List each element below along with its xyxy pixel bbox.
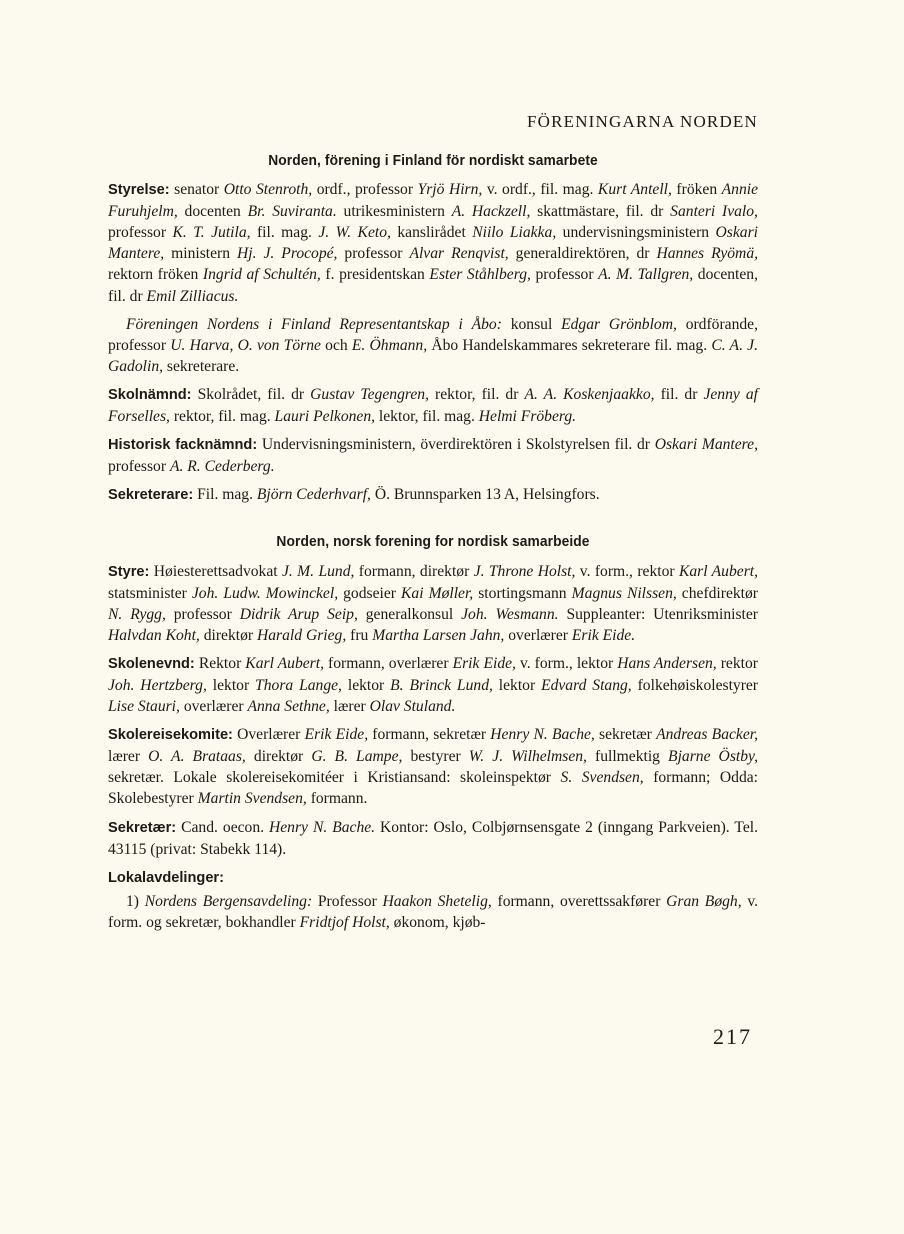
text-run: rektorn fröken <box>108 266 203 284</box>
italic-name: Emil Zilliacus. <box>146 287 239 305</box>
text-run: Suppleanter: Utenriksminister <box>558 605 758 623</box>
text-run: fil. dr <box>654 385 704 403</box>
italic-name: Erik Eide, <box>452 654 516 672</box>
italic-name: Henry N. Bache. <box>269 818 376 836</box>
text-run: direktør <box>199 626 257 644</box>
italic-name: Björn Cederhvarf, <box>256 486 371 504</box>
paragraph-text <box>108 563 758 644</box>
italic-name: Oskari Mantere, <box>108 224 758 263</box>
italic-name: Hj. J. Procopé, <box>237 245 338 263</box>
paragraph-styrelse <box>108 179 758 307</box>
text-run: fullmektig <box>586 748 669 766</box>
italic-name: Kai Møller, <box>401 584 474 602</box>
italic-name: Erik Eide, <box>304 726 369 744</box>
italic-name: G. B. Lampe, <box>311 748 403 766</box>
section-title-norway: Norden, norsk forening for nordisk samarbeide <box>276 533 590 551</box>
text-run: konsul <box>501 315 562 333</box>
text-run: fru <box>346 626 373 644</box>
section-gap <box>108 513 758 531</box>
italic-name: Edgar Grönblom, <box>561 315 677 333</box>
italic-name: Martha Larsen Jahn, <box>372 626 505 644</box>
text-run: formann; Odda: Skolebestyrer <box>108 769 758 808</box>
text-run: professor <box>530 266 599 284</box>
text-run: professor <box>108 458 170 476</box>
paragraph-historisk <box>108 434 758 477</box>
text-run: bestyrer <box>402 748 469 766</box>
text-run: Fil. mag. <box>193 486 257 504</box>
italic-name: Jenny af Forselles, <box>108 385 758 426</box>
italic-name: Oskari Mantere, <box>654 436 758 454</box>
italic-name: Helmi Fröberg. <box>478 408 577 426</box>
paragraph-skolnamnd <box>108 384 758 427</box>
text-run: ministern <box>164 245 238 263</box>
text-run: v. form., lektor <box>515 654 618 672</box>
italic-name: Ester Ståhlberg, <box>429 266 531 284</box>
text-run: direktør <box>245 748 312 766</box>
paragraph-skolereisekomite <box>108 724 758 809</box>
paragraph-text <box>108 655 758 715</box>
text-run: lektor <box>492 676 542 694</box>
text-run: lektor <box>206 676 256 694</box>
text-run: kanslirådet <box>390 224 473 242</box>
text-run: Skolrådet, fil. dr <box>191 385 311 403</box>
italic-name: Magnus Nilssen, <box>571 584 677 602</box>
italic-name: Gustav Tegengren, <box>310 385 429 403</box>
label-historisk: Historisk facknämnd: <box>108 437 258 454</box>
italic-name: Fridtjof Holst, <box>299 913 390 931</box>
italic-name: Gran Bøgh, <box>666 892 742 910</box>
italic-name: Santeri Ivalo, <box>670 203 758 221</box>
text-run: docenten <box>177 203 248 221</box>
paragraph-text <box>108 819 758 858</box>
text-run: v. form. og sekretær, bokhandler <box>108 892 759 931</box>
italic-name: Hans Andersen, <box>617 654 717 672</box>
text-run: formann, overlærer <box>324 654 453 672</box>
text-run: Professor <box>312 892 383 910</box>
italic-name: U. Harva, O. von Törne <box>170 336 321 354</box>
text-run: formann, sekretær <box>368 726 491 744</box>
text-run: formann. <box>306 790 368 808</box>
page-number: 217 <box>713 1024 752 1049</box>
text-run: statsminister <box>108 584 192 602</box>
italic-name: Ingrid af Schultén, <box>202 266 321 284</box>
italic-name: Annie Furuhjelm, <box>108 181 759 221</box>
text-run: godseier <box>338 584 402 602</box>
italic-name: Henry N. Bache, <box>490 726 595 744</box>
text-run: senator <box>169 181 224 199</box>
paragraph-text <box>193 486 599 503</box>
italic-name: J. Throne Holst, <box>473 562 576 580</box>
text-run: rektor <box>716 654 758 672</box>
text-run: overlærer <box>179 698 248 716</box>
text-run: 1) <box>126 892 145 910</box>
text-run: Ö. Brunnsparken 13 A, Helsingfors. <box>370 486 600 504</box>
italic-name: J. W. Keto, <box>318 224 391 242</box>
italic-name: Föreningen Nordens i Finland Representantskap i Åbo: <box>126 315 502 333</box>
italic-name: Yrjö Hirn, <box>417 181 483 199</box>
text-run: fröken <box>671 181 722 199</box>
text-run: och <box>320 336 352 354</box>
italic-name: Thora Lange, <box>255 676 342 694</box>
label-skolereisekomite: Skolereisekomite: <box>108 727 233 744</box>
text-run: rektor, fil. mag. <box>169 408 275 426</box>
italic-name: Joh. Wesmann. <box>461 605 559 623</box>
italic-name: W. J. Wilhelmsen, <box>468 748 587 766</box>
text-run: Åbo Handelskammares sekreterare fil. mag. <box>427 336 712 354</box>
heading-lokalavdelinger <box>108 867 758 889</box>
paragraph-text <box>108 316 758 375</box>
italic-name: C. A. J. Gadolin, <box>108 336 758 375</box>
italic-name: Niilo Liakka, <box>472 224 557 242</box>
label-sekreterare: Sekreterare: <box>108 487 194 504</box>
label-skolenevnd: Skolenevnd: <box>108 655 195 672</box>
text-run: stortingsmann <box>473 584 572 602</box>
text-run: undervisningsministern <box>556 224 716 242</box>
running-head: FÖRENINGARNA NORDEN <box>526 112 758 131</box>
italic-name: Alvar Renqvist, <box>409 245 509 263</box>
text-run: sekretær <box>594 726 657 744</box>
italic-name: A. R. Cederberg. <box>169 458 275 476</box>
italic-name: Andreas Backer, <box>656 726 759 744</box>
text-run: Høiesterettsadvokat <box>149 562 282 580</box>
text-run: sekreterare. <box>163 357 240 375</box>
italic-name: Edvard Stang, <box>541 676 632 694</box>
paragraph-styre <box>108 561 758 646</box>
text-run: generalkonsul <box>357 605 462 623</box>
text-run: f. presidentskan <box>320 266 430 284</box>
label-sekretaer: Sekretær: <box>108 819 177 836</box>
italic-name: Otto Stenroth, <box>223 181 313 199</box>
italic-name: Harald Grieg, <box>257 626 347 644</box>
text-run: lektor, fil. mag. <box>375 408 479 426</box>
paragraph-sekreterare <box>108 484 758 506</box>
text-run: Cand. oecon. <box>176 818 269 836</box>
italic-name: Haakon Shetelig, <box>382 892 492 910</box>
italic-name: S. Svendsen, <box>560 769 644 787</box>
italic-name: Karl Aubert, <box>678 562 758 580</box>
text-run: lærer <box>108 748 149 766</box>
italic-name: Erik Eide. <box>571 626 636 644</box>
text-run: utrikesministern <box>336 203 452 221</box>
italic-name: A. M. Tallgren, <box>598 266 694 284</box>
paragraph-text <box>108 386 758 425</box>
italic-name: Br. Suviranta. <box>247 203 337 221</box>
italic-name: Nordens Bergensavdeling: <box>144 892 313 910</box>
section-title-finland: Norden, förening i Finland för nordiskt samarbete <box>268 152 598 169</box>
text-run: chefdirektør <box>676 584 759 602</box>
text-run: Rektor <box>194 654 246 672</box>
text-run: Overlærer <box>232 726 305 744</box>
paragraph-sekretaer <box>108 817 758 860</box>
text-run: Undervisningsministern, överdirektören i Skolstyrelsen fil. dr <box>257 436 655 454</box>
italic-name: Joh. Hertzberg, <box>108 676 207 694</box>
italic-name: Anna Sethne, <box>247 698 330 716</box>
label-lokalavdelinger: Lokalavdelinger: <box>108 869 224 886</box>
text-run: professor <box>337 245 410 263</box>
italic-name: N. Rygg, <box>108 605 166 623</box>
italic-name: K. T. Jutila, <box>172 224 251 242</box>
italic-name: B. Brinck Lund, <box>390 676 493 694</box>
text-run: overlærer <box>504 626 572 644</box>
label-skolnamnd: Skolnämnd: <box>108 386 192 403</box>
paragraph-representantskap <box>108 314 758 377</box>
text-run: ordförande, professor <box>108 315 758 354</box>
text-run: ordf., professor <box>312 181 418 199</box>
italic-name: Kurt Antell, <box>597 181 672 199</box>
text-run: skattmästare, fil. dr <box>530 203 671 221</box>
paragraph-skolenevnd <box>108 653 758 717</box>
italic-name: J. M. Lund, <box>281 562 355 580</box>
paragraph-text <box>108 181 758 304</box>
italic-name: Martin Svendsen, <box>197 790 307 808</box>
italic-name: E. Öhmann, <box>351 336 428 354</box>
text-run: Kontor: Oslo, Colbjørnsensgate 2 (inngang Parkveien). Tel. 43115 (privat: Stabekk 114). <box>108 818 758 858</box>
italic-name: Didrik Arup Seip, <box>239 605 358 623</box>
text-run: fil. mag. <box>250 224 319 242</box>
text-run: lektor <box>341 676 391 694</box>
label-styre: Styre: <box>108 563 150 580</box>
italic-name: Olav Stuland. <box>369 698 456 716</box>
italic-name: Lise Stauri, <box>108 698 180 716</box>
label-styrelse: Styrelse: <box>108 182 170 199</box>
text-run: lærer <box>329 698 370 716</box>
italic-name: A. Hackzell, <box>451 203 531 221</box>
text-run: generaldirektören, dr <box>508 245 657 263</box>
text-run: formann, overettssakfører <box>491 892 667 910</box>
text-run: formann, direktør <box>354 562 474 580</box>
text-run: folkehøiskolestyrer <box>631 676 759 694</box>
italic-name: A. A. Koskenjaakko, <box>524 385 655 403</box>
text-run: sekretær. Lokale skolereisekomitéer i Kristiansand: skoleinspektør <box>108 769 561 787</box>
text-run: v. ordf., fil. mag. <box>482 181 598 199</box>
italic-name: Bjarne Östby, <box>668 748 758 766</box>
text-run: v. form., rektor <box>575 562 679 580</box>
paragraph-text <box>108 893 758 931</box>
italic-name: Hannes Ryömä, <box>656 245 759 263</box>
text-run: professor <box>165 605 240 623</box>
text-column <box>108 150 758 940</box>
text-run: docenten, fil. dr <box>108 266 758 305</box>
italic-name: Halvdan Koht, <box>108 626 200 644</box>
paragraph-bergensavdeling <box>108 891 758 933</box>
text-run: rektor, fil. dr <box>428 385 525 403</box>
text-run: økonom, kjøb- <box>389 913 486 931</box>
italic-name: O. A. Brataas, <box>148 748 246 766</box>
italic-name: Karl Aubert, <box>245 654 324 672</box>
italic-name: Lauri Pelkonen, <box>274 408 376 426</box>
text-run: professor <box>108 224 173 242</box>
italic-name: Joh. Ludw. Mowinckel, <box>191 584 339 602</box>
